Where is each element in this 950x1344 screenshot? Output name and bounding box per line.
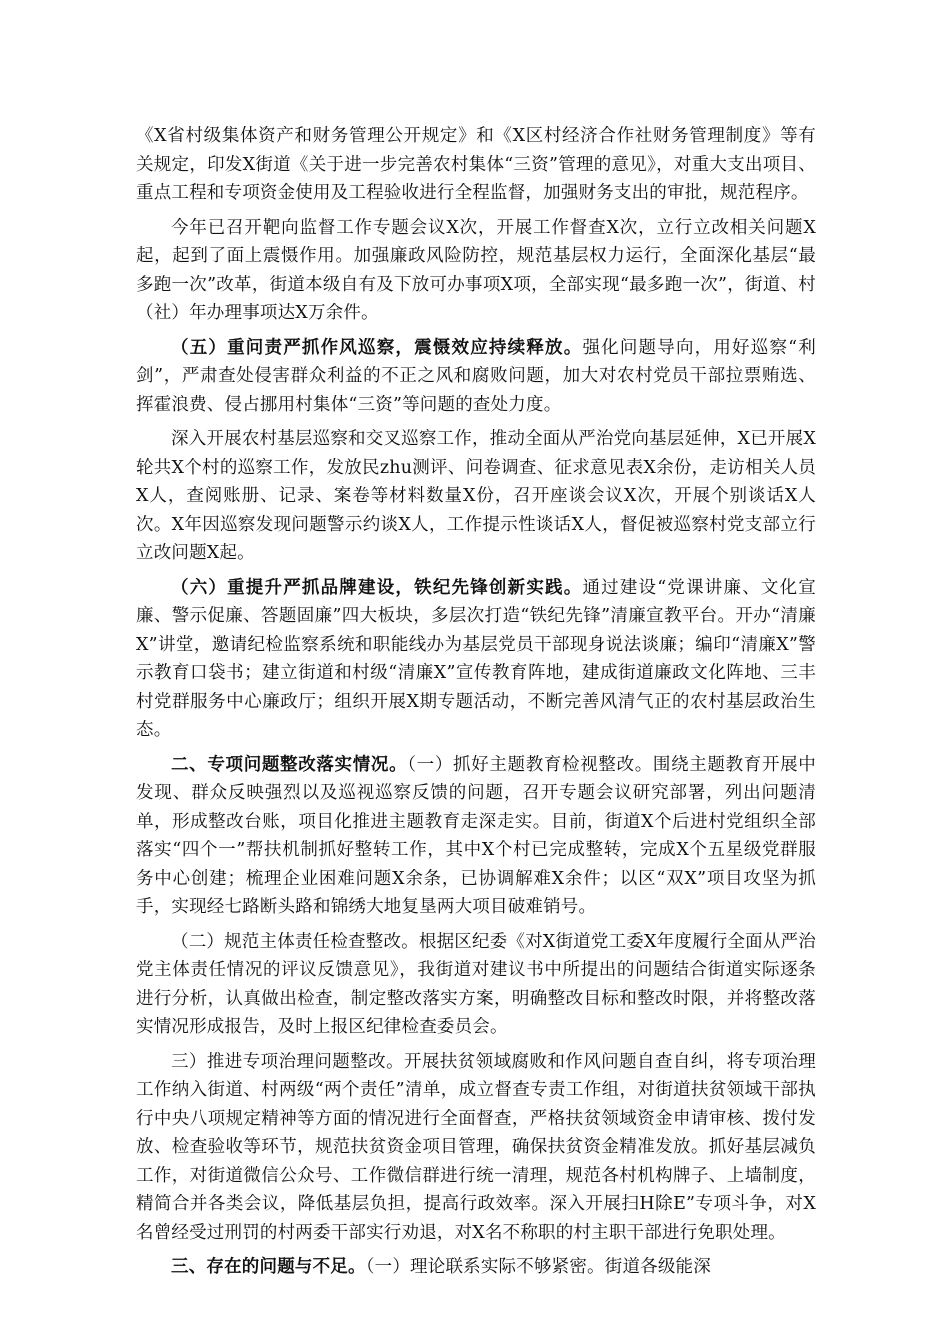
section-5-text: 强化问题导向，用好巡察“利剑”，严肃查处侵害群众利益的不正之风和腐败问题，加大对农村党员干部拉票贿选、挥霍浪费、侵占挪用村集体“三资”等问题的查处力度。 [136, 337, 816, 415]
paragraph-2-text: 今年已召开靶向监督工作专题会议X次，开展工作督查X次，立行立改相关问题X起，起到了面上震慑作用。加强廉政风险防控，规范基层权力运行，全面深化基层“最多跑一次”改革，街道本级自有及下放可办事项X项，全部实现“最多跑一次”，街道、村（社）年办理事项达X万余件。 [136, 217, 816, 323]
paragraph-8 [136, 1048, 816, 1248]
part-3-heading: 三、存在的问题与不足。 [171, 1257, 366, 1277]
part-2-heading: 二、专项问题整改落实情况。 [171, 754, 408, 775]
part-2-text: （一）抓好主题教育检视整改。围绕主题教育开展中发现、群众反映强烈以及巡视巡察反馈的问题，召开专题会议研究部署，列出问题清单，形成整改台账，项目化推进主题教育走深走实。目前，街道X个后进村党组织全部落实“四个一”帮扶机制抓好整转工作，其中X个村已完成整转，完成X个五星级党群服务中心创建；梳理企业困难问题X余条，已协调解难X余件；以区“双X”项目攻坚为抓手，实现经七路断头路和锦绣大地复垦两大项目破难销号。 [136, 754, 816, 917]
section-6-paragraph [136, 574, 816, 745]
paragraph-1 [136, 122, 816, 208]
part-3-paragraph [136, 1253, 816, 1282]
paragraph-2 [136, 214, 816, 328]
section-5-paragraph [136, 334, 816, 420]
paragraph-8-text: 三）推进专项治理问题整改。开展扶贫领域腐败和作风问题自查自纠，将专项治理工作纳入街道、村两级“两个责任”清单，成立督查专责工作组，对街道扶贫领域干部执行中央八项规定精神等方面的情况进行全面督查，严格扶贫领域资金申请审核、拨付发放、检查验收等环节，规范扶贫资金项目管理，确保扶贫资金精准发放。抓好基层减负工作，对街道微信公众号、工作微信群进行统一清理，规范各村机构牌子、上墙制度，精简合并各类会议，降低基层负担，提高行政效率。深入开展扫H除E”专项斗争，对X名曾经受过刑罚的村两委干部实行劝退，对X名不称职的村主职干部进行免职处理。 [136, 1051, 816, 1243]
paragraph-4-text: 深入开展农村基层巡察和交叉巡察工作，推动全面从严治党向基层延伸，X已开展X轮共X个村的巡察工作，发放民zhu测评、问卷调查、征求意见表X余份，走访相关人员X人，查阅账册、记录、案卷等材料数量X份，召开座谈会议X次，开展个别谈话X人次。X年因巡察发现问题警示约谈X人，工作提示性谈话X人，督促被巡察村党支部立行立改问题X起。 [136, 429, 816, 563]
part-2-paragraph [136, 751, 816, 922]
paragraph-4 [136, 425, 816, 568]
document-body [136, 122, 816, 1288]
part-3-text: （一）理论联系实际不够紧密。街道各级能深 [365, 1257, 711, 1277]
paragraph-1-text: 《X省村级集体资产和财务管理公开规定》和《X区村经济合作社财务管理制度》等有关规定，印发X街道《关于进一步完善农村集体“三资”管理的意见》，对重大支出项目、重点工程和专项资金使用及工程验收进行全程监督，加强财务支出的审批，规范程序。 [136, 126, 816, 203]
paragraph-7-text: （二）规范主体责任检查整改。根据区纪委《对X街道党工委X年度履行全面从严治党主体责任情况的评议反馈意见》，我街道对建议书中所提出的问题结合街道实际逐条进行分析，认真做出检查，制定整改落实方案，明确整改目标和整改时限，并将整改落实情况形成报告，及时上报区纪律检查委员会。 [136, 931, 816, 1037]
section-6-heading: （六）重提升严抓品牌建设，铁纪先锋创新实践。 [171, 577, 583, 598]
paragraph-7 [136, 928, 816, 1042]
section-6-text: 通过建设“党课讲廉、文化宣廉、警示促廉、答题固廉”四大板块，多层次打造“铁纪先锋”清廉宣教平台。开办“清廉X”讲堂，邀请纪检监察系统和职能线办为基层党员干部现身说法谈廉；编印“清廉X”警示教育口袋书；建立街道和村级“清廉X”宣传教育阵地，建成街道廉政文化阵地、三丰村党群服务中心廉政厅；组织开展X期专题活动，不断完善风清气正的农村基层政治生态。 [136, 577, 816, 740]
section-5-heading: （五）重问责严抓作风巡察，震慑效应持续释放。 [171, 337, 583, 358]
